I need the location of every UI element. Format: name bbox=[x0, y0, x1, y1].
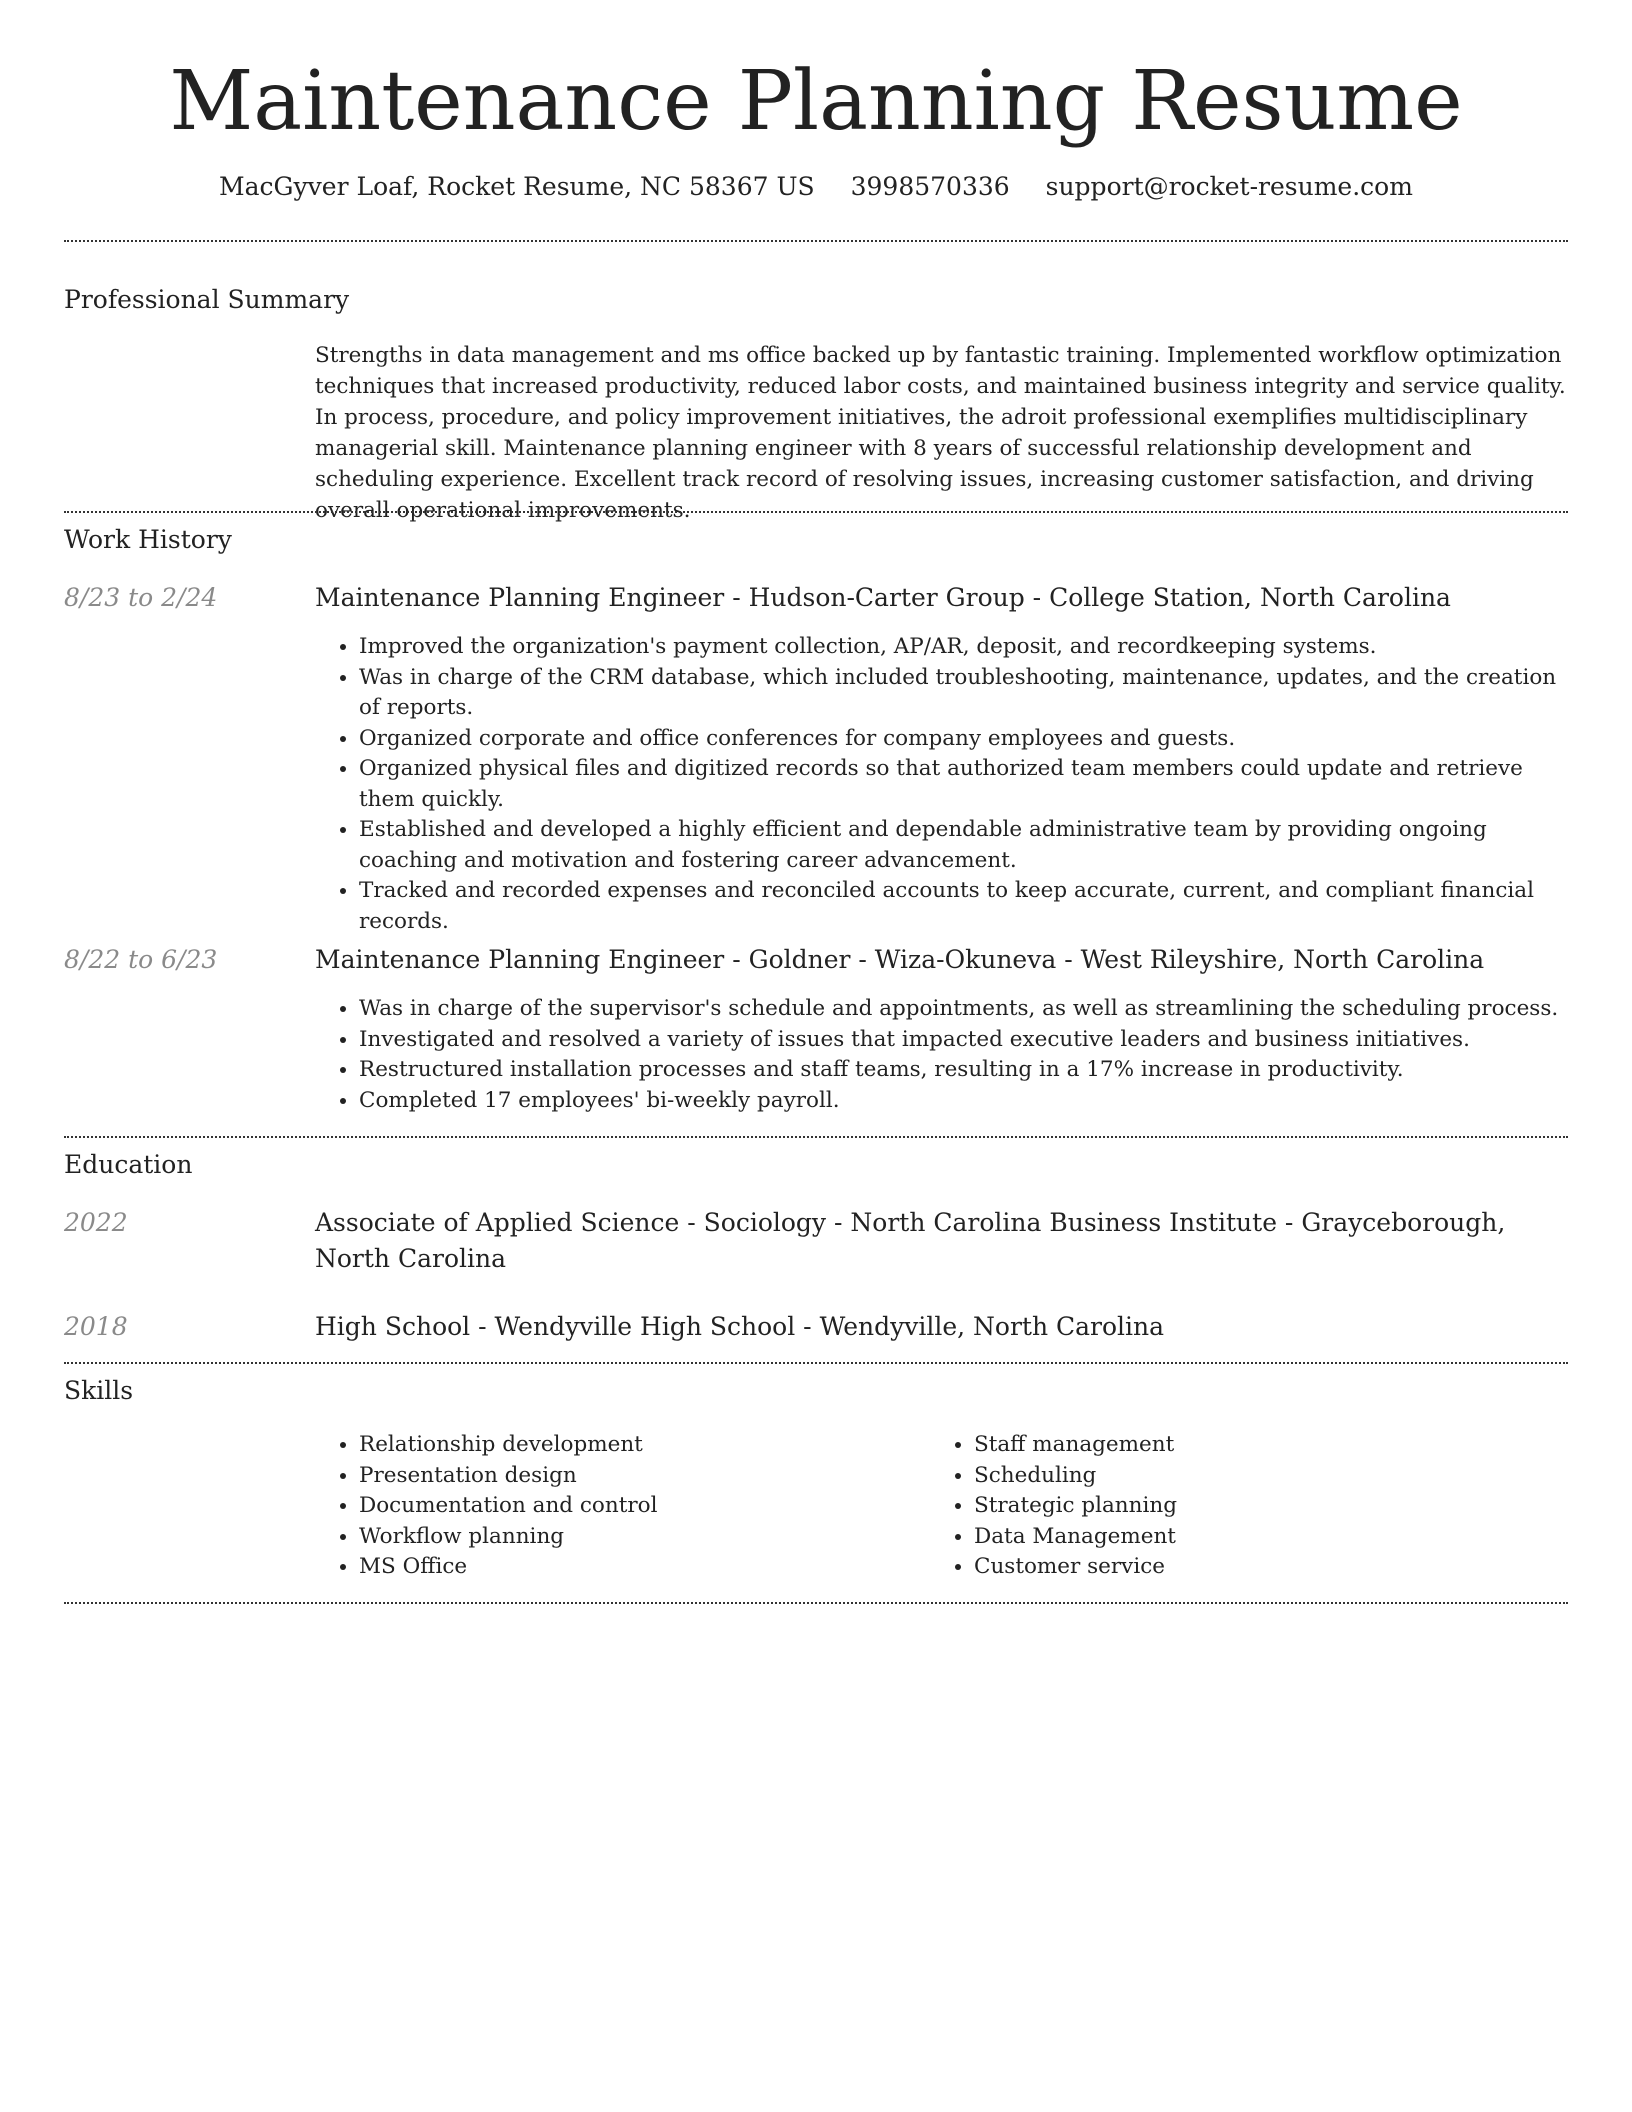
divider bbox=[64, 1362, 1568, 1364]
contact-address: MacGyver Loaf, Rocket Resume, NC 58367 US bbox=[219, 172, 815, 201]
list-item: • Workflow planning bbox=[359, 1522, 919, 1553]
section-heading-skills: Skills bbox=[64, 1376, 134, 1405]
summary-text: Strengths in data management and ms office backed up by fantastic training. Implemented workflow optimization techniques that increased productivity, reduced labor costs, and maintained business integrity and service quality. In process, procedure, and policy improvement initiatives, the adroit professional exemplifies multidisciplinary managerial skill. Maintenance planning engineer with 8 years of successful relationship development and scheduling experience. Excellent track record of resolving issues, increasing customer satisfaction, and driving overall operational improvements. bbox=[315, 343, 1566, 523]
list-item: • Investigated and resolved a variety of issues that impacted executive leaders and business initiatives. bbox=[359, 1025, 1569, 1056]
contact-email: support@rocket-resume.com bbox=[1045, 172, 1413, 201]
job-dates: 8/23 to 2/24 bbox=[64, 583, 218, 612]
list-item: • Improved the organization's payment collection, AP/AR, deposit, and recordkeeping systems. bbox=[359, 632, 1569, 663]
list-item: • Organized physical files and digitized records so that authorized team members could update and retrieve them quickly. bbox=[359, 754, 1569, 815]
divider bbox=[64, 240, 1568, 242]
list-item: • Established and developed a highly efficient and dependable administrative team by providing ongoing coaching and motivation and fostering career advancement. bbox=[359, 815, 1569, 876]
education-year: 2022 bbox=[64, 1208, 128, 1237]
job-dates: 8/22 to 6/23 bbox=[64, 945, 218, 974]
section-heading-work: Work History bbox=[64, 525, 232, 554]
list-item: • Restructured installation processes and staff teams, resulting in a 17% increase in productivity. bbox=[359, 1055, 1569, 1086]
list-item: • Documentation and control bbox=[359, 1491, 919, 1522]
list-item: • Tracked and recorded expenses and reconciled accounts to keep accurate, current, and compliant financial records. bbox=[359, 876, 1569, 937]
list-item: • MS Office bbox=[359, 1552, 919, 1583]
list-item: • Strategic planning bbox=[974, 1491, 1534, 1522]
list-item: • Customer service bbox=[974, 1552, 1534, 1583]
section-heading-education: Education bbox=[64, 1150, 193, 1179]
job-title: Maintenance Planning Engineer - Hudson-Carter Group - College Station, North Carolina bbox=[315, 583, 1451, 612]
list-item: • Organized corporate and office conferences for company employees and guests. bbox=[359, 724, 1569, 755]
list-item: • Relationship development bbox=[359, 1430, 919, 1461]
resume-title: Maintenance Planning Resume bbox=[169, 54, 1463, 149]
job-bullets bbox=[315, 632, 1569, 937]
education-entry: Associate of Applied Science - Sociology - North Carolina Business Institute - Grayceborough, North Carolina bbox=[315, 1208, 1506, 1273]
education-entry: High School - Wendyville High School - Wendyville, North Carolina bbox=[315, 1312, 1165, 1341]
list-item: • Scheduling bbox=[974, 1461, 1534, 1492]
contact-phone: 3998570336 bbox=[850, 172, 1010, 201]
list-item: • Staff management bbox=[974, 1430, 1534, 1461]
list-item: • Data Management bbox=[974, 1522, 1534, 1553]
section-heading-summary: Professional Summary bbox=[64, 285, 350, 314]
contact-line bbox=[64, 170, 1568, 204]
list-item: • Presentation design bbox=[359, 1461, 919, 1492]
skills-list-right bbox=[930, 1430, 1534, 1583]
list-item: • Was in charge of the CRM database, which included troubleshooting, maintenance, updates, and the creation of reports. bbox=[359, 663, 1569, 724]
resume-page bbox=[64, 0, 1568, 1579]
list-item: • Was in charge of the supervisor's schedule and appointments, as well as streamlining the scheduling process. bbox=[359, 994, 1569, 1025]
skills-list-left bbox=[315, 1430, 919, 1583]
job-bullets bbox=[315, 994, 1569, 1116]
job-title: Maintenance Planning Engineer - Goldner - Wiza-Okuneva - West Rileyshire, North Carolina bbox=[315, 945, 1485, 974]
list-item: • Completed 17 employees' bi-weekly payroll. bbox=[359, 1086, 1569, 1117]
divider bbox=[64, 1136, 1568, 1138]
education-year: 2018 bbox=[64, 1312, 128, 1341]
divider bbox=[64, 511, 1568, 513]
divider bbox=[64, 1602, 1568, 1604]
